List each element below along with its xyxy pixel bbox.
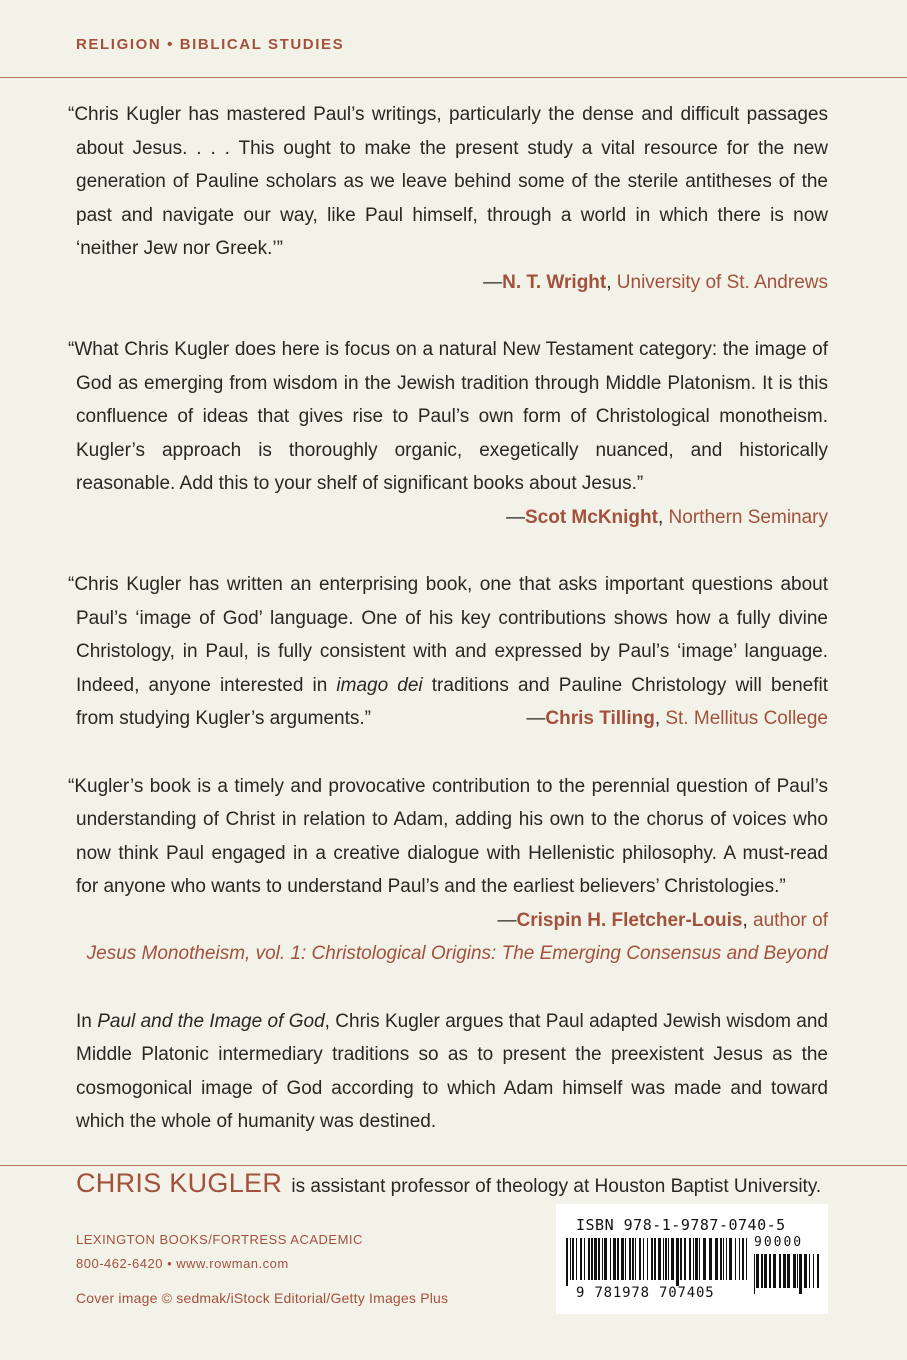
isbn-label: ISBN 978-1-9787-0740-5 bbox=[576, 1216, 786, 1234]
publisher-contact: 800-462-6420 • www.rowman.com bbox=[76, 1256, 289, 1271]
barcode-bar bbox=[617, 1238, 619, 1280]
barcode-bar bbox=[610, 1238, 611, 1280]
barcode-bar bbox=[787, 1254, 790, 1288]
barcode-bar bbox=[739, 1238, 740, 1280]
barcode-bar bbox=[572, 1238, 574, 1280]
barcode-bar bbox=[647, 1238, 648, 1280]
barcode-bar bbox=[625, 1238, 626, 1280]
blurb-book-title: Jesus Monotheism, vol. 1: Christological Origins: The Emerging Consensus and Beyond bbox=[86, 943, 828, 964]
barcode-bar bbox=[584, 1238, 585, 1280]
barcode-bar bbox=[699, 1238, 700, 1280]
price-barcode-bars bbox=[752, 1254, 820, 1294]
barcode-bar bbox=[658, 1238, 661, 1280]
blurb-attribution: —Chris Tilling, St. Mellitus College bbox=[526, 708, 828, 729]
barcode-bar bbox=[693, 1238, 694, 1280]
blurb-quote: “Kugler’s book is a timely and provocative contribution to the perennial question of Paul’s understanding of Christ in relation to Adam, adding his own to the chorus of voices who now think Paul engaged in a creative dialogue with Hellenistic philosophy. A must-read for anyone who wants to understand Paul’s and the earliest believers’ Christologies.” bbox=[68, 775, 828, 897]
barcode-bar bbox=[723, 1238, 724, 1280]
barcode-bar bbox=[703, 1238, 706, 1280]
barcode-bar bbox=[756, 1254, 759, 1288]
barcode-bar bbox=[773, 1254, 776, 1288]
blurb-mcknight bbox=[68, 333, 828, 534]
blurb-italic-term: imago dei bbox=[336, 674, 423, 696]
barcode-bar bbox=[783, 1254, 786, 1288]
blurb-author: Chris Tilling bbox=[545, 708, 655, 729]
barcode-bar bbox=[779, 1254, 781, 1288]
barcode-bar bbox=[591, 1238, 593, 1280]
barcode-bar bbox=[671, 1238, 674, 1280]
back-cover-content bbox=[68, 98, 828, 1203]
blurb-quote: “Chris Kugler has mastered Paul’s writings, particularly the dense and difficult passages about Jesus. . . . This ought to make the present study a vital resource for the new generation of Pauline scholars as we leave behind some of the sterile antitheses of the past and navigate our way, like Paul himself, through a world in which there is now ‘neither Jew nor Greek.’” bbox=[68, 104, 828, 259]
blurb-quote: “What Chris Kugler does here is focus on a natural New Testament category: the image of God as emerging from wisdom in the Jewish tradition through Middle Platonism. It is this confluence of ideas that gives rise to Paul’s own form of Christological monotheism. Kugler’s approach is thoroughly organic, exegetically nuanced, and historically reasonable. Add this to your shelf of significant books about Jesus.” —Scot McKnight, Northern Seminary bbox=[76, 333, 828, 501]
ean-barcode-bars bbox=[564, 1238, 750, 1286]
barcode-bar bbox=[684, 1238, 686, 1280]
barcode-bar bbox=[576, 1238, 577, 1280]
cover-image-credit: Cover image © sedmak/iStock Editorial/Getty Images Plus bbox=[76, 1290, 449, 1306]
barcode-bar bbox=[621, 1238, 624, 1280]
category-label: RELIGION • BIBLICAL STUDIES bbox=[76, 36, 345, 53]
price-code: 90000 bbox=[754, 1235, 804, 1250]
barcode-bar bbox=[588, 1238, 590, 1280]
book-title: Paul and the Image of God bbox=[97, 1010, 325, 1032]
barcode-bar bbox=[594, 1238, 597, 1280]
barcode-bar bbox=[793, 1254, 796, 1288]
publisher-name: LEXINGTON BOOKS/FORTRESS ACADEMIC bbox=[76, 1232, 363, 1247]
barcode-bar bbox=[735, 1238, 736, 1280]
author-bio-text: is assistant professor of theology at Houston Baptist University. bbox=[291, 1175, 822, 1197]
top-divider bbox=[0, 77, 907, 78]
barcode-bar bbox=[663, 1238, 664, 1280]
barcode-bar bbox=[676, 1238, 679, 1286]
barcode-bar bbox=[680, 1238, 682, 1280]
barcode-bar bbox=[580, 1238, 582, 1280]
blurb-fletcher-louis bbox=[68, 770, 828, 971]
blurb-affiliation: author of bbox=[753, 909, 828, 931]
blurb-author: Scot McKnight bbox=[524, 506, 658, 528]
barcode bbox=[556, 1204, 828, 1314]
barcode-bar bbox=[742, 1238, 744, 1280]
author-bio bbox=[76, 1167, 828, 1204]
barcode-bar bbox=[654, 1238, 656, 1280]
barcode-bar bbox=[720, 1238, 722, 1280]
blurb-quote: “Chris Kugler has written an enterprising book, one that asks important questions about Paul’s ‘image of God’ language. One of his key contributions shows how a fully divine Christology, in Paul, is fully consistent with and expressed by Paul’s ‘image’ language. Indeed, anyone interested in imago dei traditions and Pauline Christology will benefit from studying Kugler’s arguments.” —Chris Tilling, St. Mellitus College bbox=[76, 568, 828, 736]
blurb-author: N. T. Wright bbox=[502, 271, 607, 293]
barcode-bar bbox=[635, 1238, 636, 1280]
barcode-bar bbox=[813, 1254, 814, 1288]
ean-digits: 9 781978 707405 bbox=[576, 1285, 715, 1301]
barcode-bar bbox=[746, 1238, 747, 1280]
barcode-bar bbox=[632, 1238, 634, 1280]
barcode-bar bbox=[570, 1238, 571, 1280]
barcode-bar bbox=[761, 1254, 763, 1288]
publisher-info bbox=[76, 1228, 363, 1276]
barcode-bar bbox=[604, 1238, 607, 1280]
author-name: CHRIS KUGLER bbox=[76, 1167, 283, 1198]
barcode-bar bbox=[817, 1254, 819, 1288]
barcode-bar bbox=[651, 1238, 653, 1280]
barcode-bar bbox=[709, 1238, 712, 1280]
barcode-bar bbox=[729, 1238, 732, 1280]
barcode-bar bbox=[643, 1238, 644, 1280]
blurb-attribution: —Scot McKnight, Northern Seminary bbox=[505, 506, 828, 528]
bottom-divider bbox=[0, 1165, 907, 1166]
barcode-bar bbox=[629, 1238, 631, 1280]
blurb-wright bbox=[68, 98, 828, 299]
blurb-attribution: —N. T. Wright, University of St. Andrews bbox=[483, 271, 828, 293]
barcode-bar bbox=[764, 1254, 767, 1288]
barcode-bar bbox=[602, 1238, 603, 1280]
barcode-bar bbox=[639, 1238, 641, 1280]
blurb-author: Crispin H. Fletcher-Louis bbox=[516, 909, 743, 931]
blurb-affiliation: Northern Seminary bbox=[668, 506, 828, 528]
barcode-bar bbox=[689, 1238, 691, 1280]
blurb-attribution: —Crispin H. Fletcher-Louis, author of Jesus Monotheism, vol. 1: Christological Origins: The Emerging Consensus and Beyond bbox=[76, 904, 828, 971]
barcode-bar bbox=[715, 1238, 718, 1280]
barcode-bar bbox=[799, 1254, 802, 1294]
barcode-bar bbox=[809, 1254, 810, 1288]
barcode-bar bbox=[613, 1238, 616, 1280]
blurb-tilling bbox=[68, 568, 828, 736]
barcode-bar bbox=[769, 1254, 771, 1288]
barcode-bar bbox=[598, 1238, 600, 1280]
barcode-bar bbox=[754, 1254, 755, 1294]
barcode-bar bbox=[665, 1238, 667, 1280]
book-summary: In Paul and the Image of God, Chris Kugler argues that Paul adapted Jewish wisdom and Middle Platonic intermediary traditions so as to present the preexistent Jesus as the cosmogonical image of God according to which Adam himself was made and toward which the whole of humanity was destined. bbox=[76, 1010, 828, 1132]
blurb-affiliation: St. Mellitus College bbox=[665, 708, 828, 729]
barcode-bar bbox=[804, 1254, 807, 1288]
barcode-bar bbox=[695, 1238, 698, 1280]
barcode-bar bbox=[797, 1254, 798, 1288]
blurb-affiliation: University of St. Andrews bbox=[616, 271, 828, 293]
barcode-bar bbox=[668, 1238, 669, 1280]
barcode-bar bbox=[566, 1238, 568, 1286]
barcode-bar bbox=[726, 1238, 727, 1280]
